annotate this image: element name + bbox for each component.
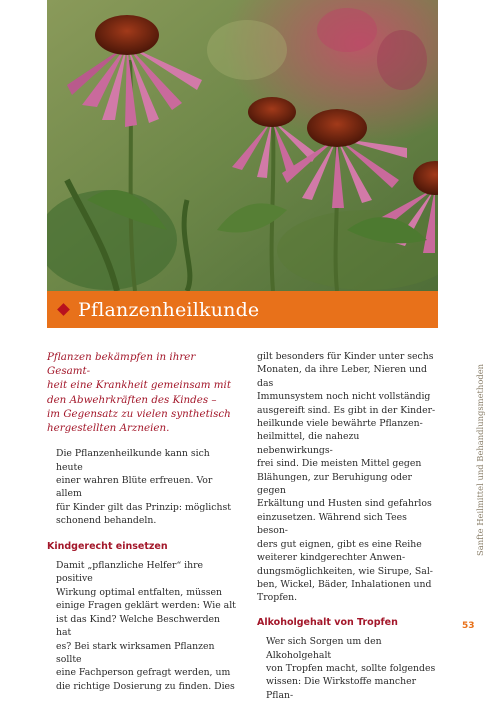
text-line: Wer sich Sorgen um den Alkoholgehalt — [266, 636, 382, 661]
text-line: schonend behandeln. — [56, 515, 157, 527]
text-line: die richtige Dosierung zu finden. Dies — [56, 680, 235, 692]
text-line: Monaten, da ihre Leber, Nieren und das — [257, 364, 427, 389]
intro-line: Pflanzen bekämpfen in ihrer Gesamt- — [47, 351, 196, 378]
text-line: Damit „pflanzliche Helfer“ ihre positive — [56, 560, 204, 585]
text-line: einige Fragen geklärt werden: Wie alt — [56, 600, 236, 612]
text-line: ben, Wickel, Bäder, Inhalationen und — [257, 578, 432, 590]
text-line: für Kinder gilt das Prinzip: möglichst — [56, 501, 231, 513]
text-line: es? Bei stark wirksamen Pflanzen sollte — [56, 640, 215, 665]
text-line: Tropfen. — [257, 592, 298, 604]
text-line: frei sind. Die meisten Mittel gegen — [257, 458, 422, 470]
text-column-left — [47, 350, 237, 693]
text-line: Erkältung und Husten sind gefahrlos — [257, 498, 432, 510]
intro-line: im Gegensatz zu vielen synthetisch — [47, 407, 231, 420]
text-line: gilt besonders für Kinder unter sechs — [257, 351, 434, 362]
intro-line: hergestellten Arzneien. — [47, 422, 170, 435]
subheading: Alkoholgehalt von Tropfen — [257, 616, 398, 628]
text-line: heilkunde viele bewährte Pflanzen- — [257, 418, 423, 430]
text-line: Wirkung optimal entfalten, müssen — [56, 586, 223, 598]
side-running-head: Sanfte Heilmittel und Behandlungsmethoden — [475, 363, 485, 556]
body-paragraph — [47, 559, 237, 693]
diamond-bullet-icon — [57, 303, 70, 316]
intro-line: heit eine Krankheit gemeinsam mit — [47, 379, 231, 392]
text-line: weiterer kindgerechter Anwen- — [257, 552, 406, 564]
text-line: eine Fachperson gefragt werden, um — [56, 667, 231, 679]
text-column-right — [257, 350, 437, 702]
body-paragraph — [257, 350, 437, 605]
page-number: 53 — [462, 621, 475, 631]
text-line: heilmittel, die nahezu nebenwirkungs- — [257, 431, 360, 456]
section-title: Pflanzenheilkunde — [78, 298, 260, 321]
text-line: ausgereift sind. Es gibt in der Kinder- — [257, 404, 436, 416]
text-line: wissen: Die Wirkstoffe mancher Pflan- — [266, 676, 417, 701]
intro-text — [47, 350, 237, 435]
section-title-banner — [47, 291, 438, 328]
text-line: Immunsystem noch nicht vollständig — [257, 391, 431, 403]
text-line: Die Pflanzenheilkunde kann sich heute — [56, 448, 210, 473]
body-paragraph — [47, 447, 237, 527]
text-line: ders gut eignen, gibt es eine Reihe — [257, 538, 422, 550]
intro-line: den Abwehrkräften des Kindes – — [47, 393, 217, 406]
coneflower-illustration — [47, 0, 438, 291]
subheading: Kindgerecht einsetzen — [47, 540, 168, 552]
text-line: ist das Kind? Welche Beschwerden hat — [56, 613, 221, 639]
text-line: Blähungen, zur Beruhigung oder gegen — [257, 471, 413, 497]
echinacea-photo — [47, 0, 438, 291]
text-line: einer wahren Blüte erfreuen. Vor allem — [56, 475, 213, 500]
text-line: dungsmöglichkeiten, wie Sirupe, Sal- — [257, 565, 433, 577]
body-paragraph — [257, 635, 437, 702]
text-line: von Tropfen macht, sollte folgendes — [266, 662, 436, 674]
text-line: einzusetzen. Während sich Tees beson- — [257, 511, 407, 537]
